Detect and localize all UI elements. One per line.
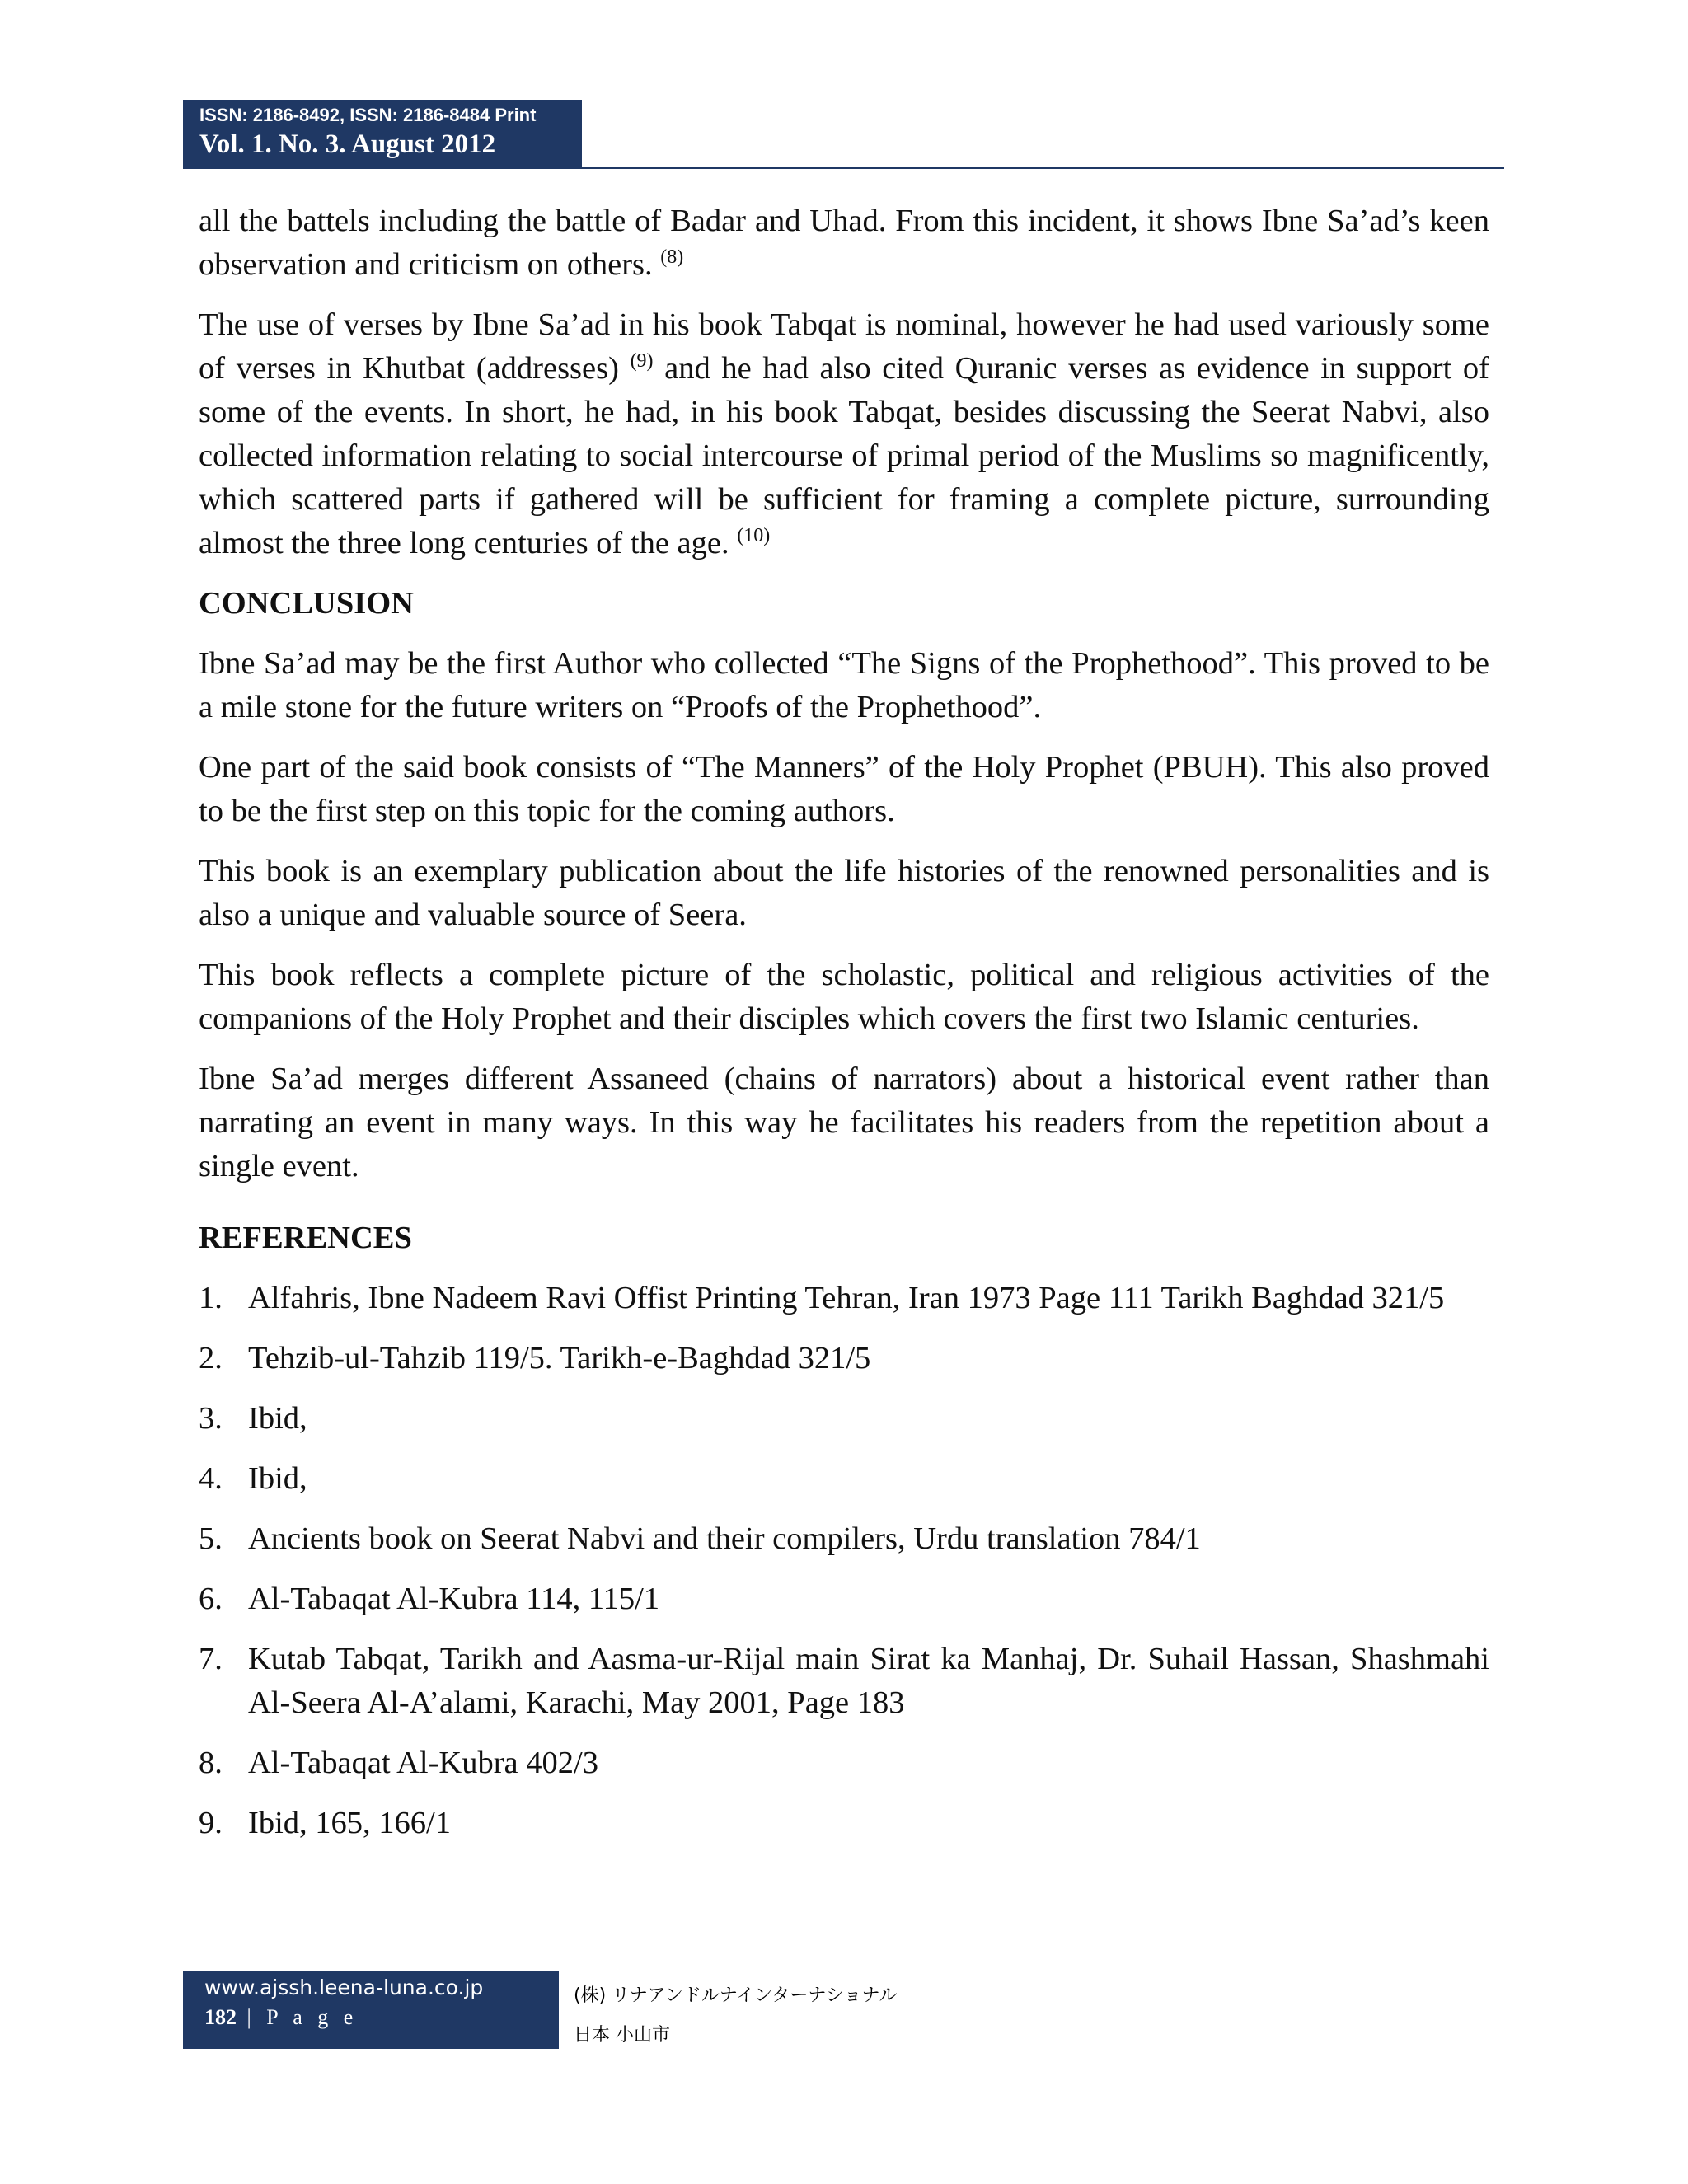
conclusion-paragraph: Ibne Sa’ad may be the first Author who collected “The Signs of the Prophethood”. This proved to be a mile stone for the future writers on “Proofs of the Prophethood”. [199, 646, 1489, 724]
reference-number: 8. [199, 1746, 223, 1780]
conclusion-paragraph: One part of the said book consists of “The Manners” of the Holy Prophet (PBUH). This also proved to be the first step on this topic for the coming authors. [199, 750, 1489, 828]
reference-text: Ancients book on Seerat Nabvi and their compilers, Urdu translation 784/1 [248, 1521, 1201, 1556]
reference-number: 3. [199, 1401, 223, 1436]
reference-number: 1. [199, 1281, 223, 1315]
reference-item [199, 1638, 1489, 1725]
reference-number: 2. [199, 1341, 223, 1376]
reference-number: 7. [199, 1642, 223, 1676]
footnote-ref: (8) [660, 246, 684, 269]
reference-item [199, 1277, 1489, 1320]
reference-text: Alfahris, Ibne Nadeem Ravi Offist Printing Tehran, Iran 1973 Page 111 Tarikh Baghdad 321/5 [248, 1281, 1445, 1315]
page-number-value: 182 [204, 2005, 237, 2029]
reference-item [199, 1577, 1489, 1621]
conclusion-paragraph: Ibne Sa’ad merges different Assaneed (chains of narrators) about a historical event rather than narrating an event in many ways. In this way he facilitates his readers from the repetition about a single event. [199, 1062, 1489, 1183]
page-label: | P a g e [237, 2005, 359, 2029]
reference-text: Ibid, [248, 1461, 307, 1496]
header-rule [183, 167, 1504, 169]
publisher-location: 日本 小山市 [574, 2025, 670, 2046]
reference-text: Kutab Tabqat, Tarikh and Aasma-ur-Rijal main Sirat ka Manhaj, Dr. Suhail Hassan, Shashmahi Al-Seera Al-A’alami, Karachi, May 2001, Page 183 [248, 1642, 1489, 1720]
reference-item [199, 1741, 1489, 1785]
reference-text: Tehzib-ul-Tahzib 119/5. Tarikh-e-Baghdad 321/5 [248, 1341, 871, 1376]
reference-number: 6. [199, 1582, 223, 1616]
publisher-name: (株) リナアンドルナインターナショナル [574, 1985, 898, 2006]
footnote-ref: (9) [630, 350, 654, 373]
article-body [199, 199, 1489, 1862]
conclusion-heading: CONCLUSION [199, 586, 414, 621]
reference-text: Ibid, [248, 1401, 307, 1436]
reference-number: 5. [199, 1521, 223, 1556]
footnote-ref: (10) [737, 525, 771, 547]
references-list [199, 1277, 1489, 1845]
conclusion-paragraph: This book reflects a complete picture of the scholastic, political and religious activities of the companions of the Holy Prophet and their disciples which covers the first two Islamic centuries. [199, 958, 1489, 1036]
references-heading: REFERENCES [199, 1221, 412, 1255]
reference-number: 9. [199, 1806, 223, 1840]
reference-item [199, 1802, 1489, 1845]
reference-number: 4. [199, 1461, 223, 1496]
paragraph-text: and he had also cited Quranic verses as evidence in support of some of the events. In short, he had, in his book Tabqat, besides discussing the Seerat Nabvi, also collected information relating to social intercourse of primal period of the Muslims so magnificently, which scattered parts if gathered will be sufficient for framing a complete picture, surrounding almost the three long centuries of the age. [199, 351, 1489, 560]
footer-banner [183, 1971, 559, 2049]
reference-text: Al-Tabaqat Al-Kubra 114, 115/1 [248, 1582, 660, 1616]
reference-item [199, 1457, 1489, 1501]
reference-item [199, 1517, 1489, 1561]
paragraph-text: The use of verses by Ibne Sa’ad in his book Tabqat is nominal, however he had used variously some of verses in Khutbat (addresses) [199, 307, 1489, 386]
volume-issue-text: Vol. 1. No. 3. August 2012 [199, 129, 496, 159]
journal-header-banner [183, 100, 582, 167]
issn-text: ISSN: 2186-8492, ISSN: 2186-8484 Print [199, 105, 537, 125]
reference-text: Al-Tabaqat Al-Kubra 402/3 [248, 1746, 598, 1780]
conclusion-paragraph: This book is an exemplary publication about the life histories of the renowned personalities and is also a unique and valuable source of Seera. [199, 854, 1489, 932]
page-number [204, 2005, 358, 2030]
reference-text: Ibid, 165, 166/1 [248, 1806, 451, 1840]
journal-website-link[interactable]: www.ajssh.leena-luna.co.jp [204, 1975, 484, 1999]
paragraph-text: all the battels including the battle of Badar and Uhad. From this incident, it shows Ibne Sa’ad’s keen observation and criticism on others. [199, 204, 1489, 282]
body-paragraph [199, 199, 1489, 287]
reference-item [199, 1337, 1489, 1380]
body-paragraph [199, 303, 1489, 565]
reference-item [199, 1397, 1489, 1441]
